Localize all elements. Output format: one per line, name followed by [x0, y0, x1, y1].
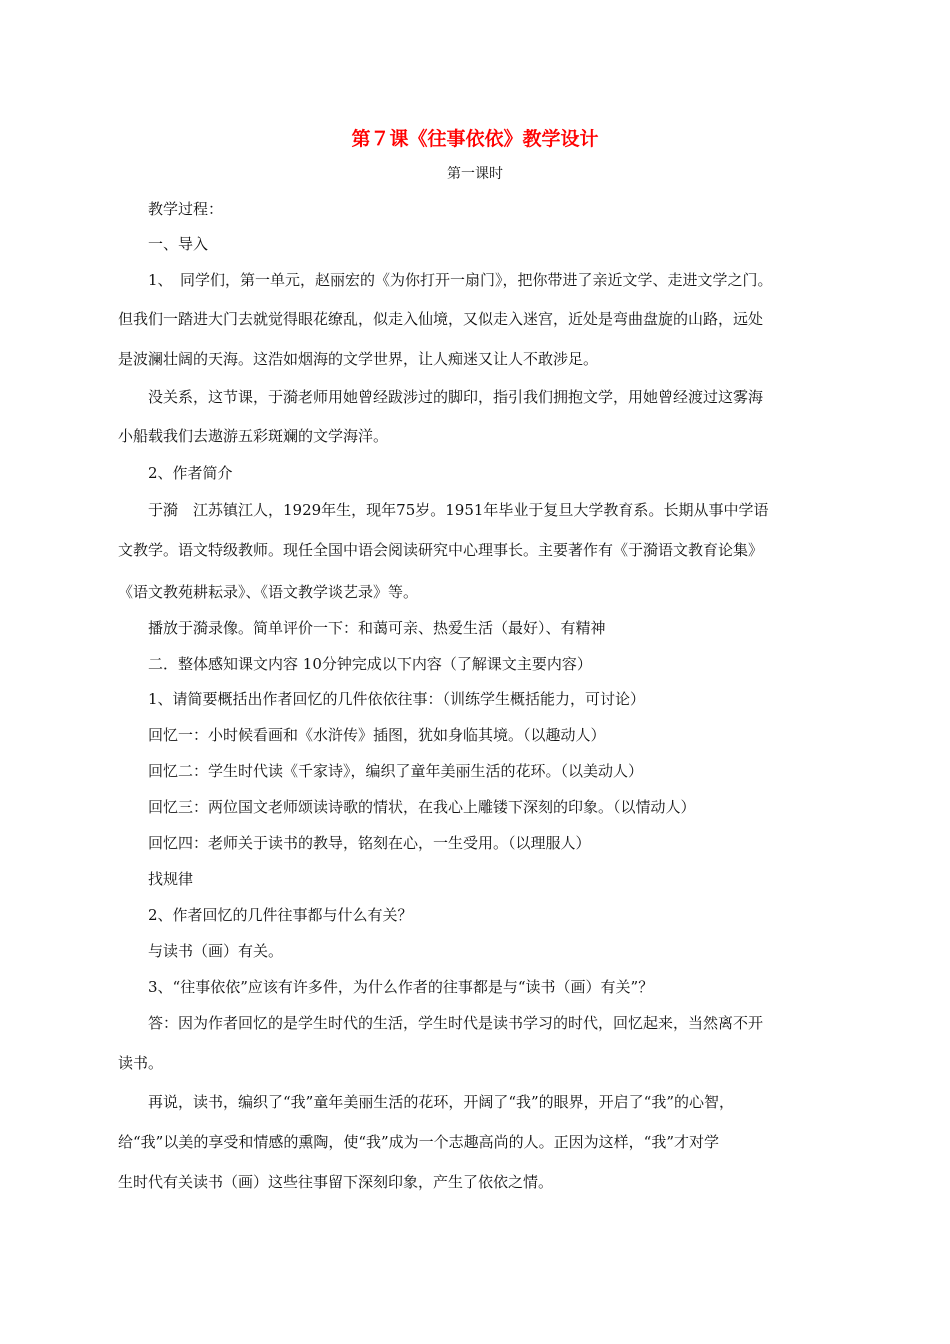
paragraph-line: 给“我”以美的享受和情感的熏陶，使“我”成为一个志趣高尚的人。正因为这样，“我”才对学	[118, 1133, 720, 1151]
paragraph-line: 2、作者回忆的几件往事都与什么有关？	[148, 906, 413, 924]
paragraph-line: 与读书（画）有关。	[148, 942, 284, 960]
paragraph-line: 教学过程：	[148, 200, 224, 218]
paragraph-line: 文教学。语文特级教师。现任全国中语会阅读研究中心理事长。主要著作有《于漪语文教育论集》	[118, 541, 764, 559]
paragraph-line: 于漪 江苏镇江人，1929年生，现年75岁。1951年毕业于复旦大学教育系。长期从事中学语	[148, 501, 769, 519]
paragraph-line: 1、请简要概括出作者回忆的几件依依往事：（训练学生概括能力，可讨论）	[148, 690, 646, 708]
paragraph-line: 3、“往事依依”应该有许多件，为什么作者的往事都是与“读书（画）有关”？	[148, 978, 654, 996]
section-heading: 2、作者简介	[148, 464, 233, 482]
document-subtitle: 第一课时	[447, 166, 503, 182]
paragraph-line: 没关系，这节课，于漪老师用她曾经跋涉过的脚印，指引我们拥抱文学，用她曾经渡过这雾海	[148, 388, 764, 406]
paragraph-line: 小船载我们去遨游五彩斑斓的文学海洋。	[118, 427, 389, 445]
paragraph-line: 读书。	[118, 1054, 164, 1072]
paragraph-line: 播放于漪录像。简单评价一下：和蔼可亲、热爱生活（最好）、有精神	[148, 619, 606, 637]
paragraph-line: 是波澜壮阔的天海。这浩如烟海的文学世界，让人痴迷又让人不敢涉足。	[118, 350, 599, 368]
list-item: 回忆四：老师关于读书的教导，铭刻在心，一生受用。（以理服人）	[148, 834, 591, 852]
paragraph-line: 再说，读书，编织了“我”童年美丽生活的花环，开阔了“我”的眼界，开启了“我”的心智，	[148, 1093, 735, 1111]
paragraph-line: 生时代有关读书（画）这些往事留下深刻印象，产生了依依之情。	[118, 1173, 554, 1191]
paragraph-line: 找规律	[148, 870, 194, 888]
section-heading: 一、导入	[148, 235, 209, 253]
section-heading: 二．整体感知课文内容 10分钟完成以下内容（了解课文主要内容）	[148, 655, 592, 673]
list-item: 回忆三：两位国文老师颂读诗歌的情状，在我心上雕镂下深刻的印象。（以情动人）	[148, 798, 696, 816]
paragraph-line: 《语文教苑耕耘录》、《语文教学谈艺录》等。	[118, 583, 419, 601]
document-title: 第７课《往事依依》教学设计	[351, 128, 599, 150]
paragraph-line: 但我们一踏进大门去就觉得眼花缭乱，似走入仙境，又似走入迷宫，近处是弯曲盘旋的山路，远处	[118, 310, 764, 328]
list-item: 回忆二：学生时代读《千家诗》，编织了童年美丽生活的花环。（以美动人）	[148, 762, 644, 780]
paragraph-line: 1、 同学们，第一单元，赵丽宏的《为你打开一扇门》，把你带进了亲近文学、走进文学之门。	[148, 271, 773, 289]
list-item: 回忆一：小时候看画和《水浒传》插图，犹如身临其境。（以趣动人）	[148, 726, 606, 744]
paragraph-line: 答：因为作者回忆的是学生时代的生活，学生时代是读书学习的时代，回忆起来，当然离不开	[148, 1014, 764, 1032]
